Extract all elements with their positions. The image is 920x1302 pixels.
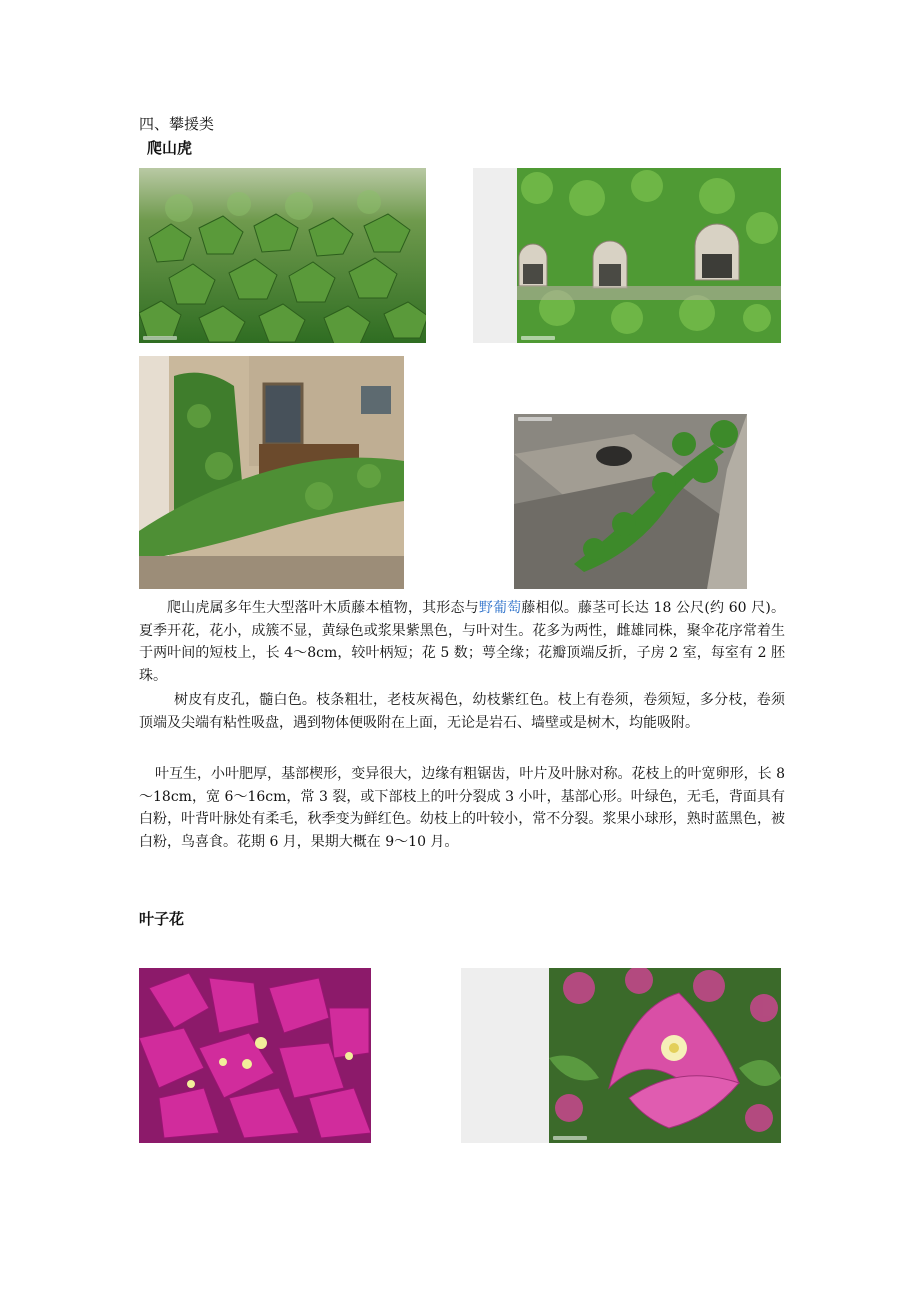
image-padding-2: [461, 968, 549, 1143]
plant-title-ivy: 爬山虎: [147, 139, 193, 157]
bougainvillea-cluster-photo: [139, 968, 371, 1143]
bougainvillea-closeup-photo: [549, 968, 781, 1143]
ivy-wall-windows-photo: [517, 168, 781, 343]
ivy-leaves-photo: [139, 168, 426, 343]
section-heading: 四、攀援类: [139, 115, 215, 133]
ivy-building-balcony-photo: [139, 356, 404, 589]
ivy-stone-steps-photo: [514, 414, 747, 589]
wild-grape-link[interactable]: 野葡萄: [478, 600, 522, 616]
paragraph-2: 树皮有皮孔，髓白色。枝条粗壮，老枝灰褐色，幼枝紫红色。枝上有卷须，卷须短，多分枝，卷须顶端及尖端有粘性吸盘，遇到物体便吸附在上面，无论是岩石、墙壁或是树木，均能吸附。: [139, 692, 785, 731]
paragraph-3: 叶互生，小叶肥厚，基部楔形，变异很大，边缘有粗锯齿，叶片及叶脉对称。花枝上的叶宽卵形，长 8～18cm，宽 6～16cm，常 3 裂，或下部枝上的叶分裂成 3 小叶，基部心形。叶绿色，无毛，背面具有白粉，叶背叶脉处有柔毛，秋季变为鲜红色。幼枝上的叶较小，常不分裂。浆果小球形，熟时蓝黑色，被白粉，鸟喜食。花期 6 月，果期大概在 9～10 月。: [139, 766, 785, 850]
paragraph-1-text-b: 藤相似。藤茎可长达 18 公尺(约 60 尺)。夏季开花，花小，成簇不显，黄绿色或浆果紫黑色，与叶对生。花多为两性，雌雄同株，聚伞花序常着生于两叶间的短枝上，长 4～8cm，较叶柄短；花 5 数；萼全缘；花瓣顶端反折，子房 2 室，每室有 2 胚珠。: [139, 600, 786, 684]
plant-title-bougainvillea: 叶子花: [139, 910, 185, 928]
image-padding: [473, 168, 517, 343]
paragraph-1-text-a: 爬山虎属多年生大型落叶木质藤本植物，其形态与: [167, 600, 479, 616]
paragraph-1: [139, 597, 785, 687]
